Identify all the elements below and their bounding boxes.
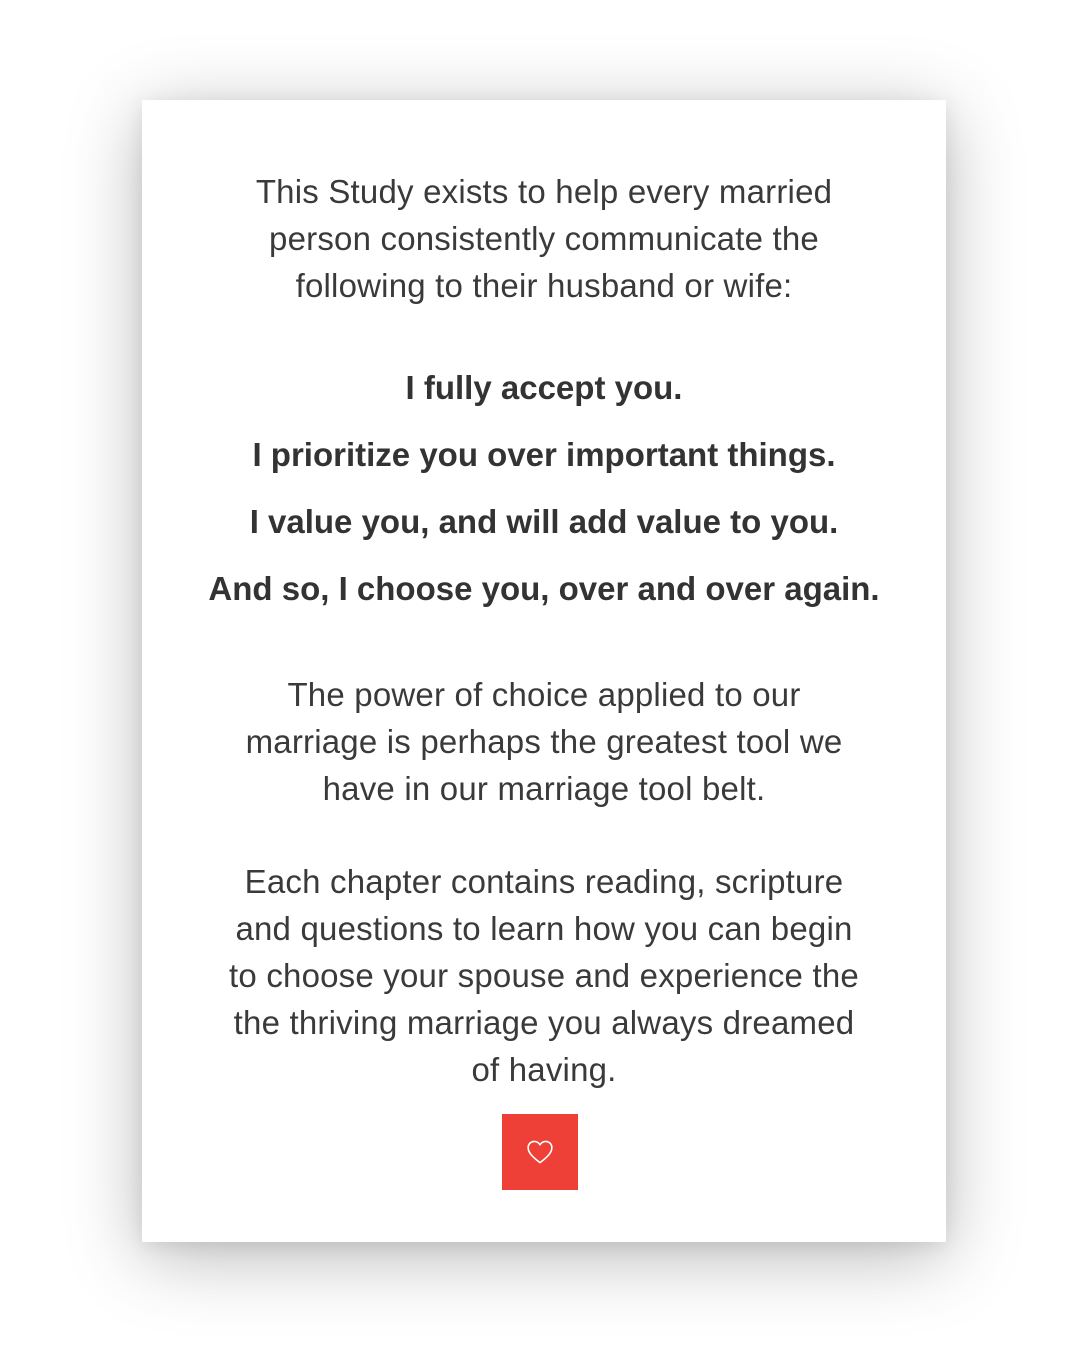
affirmation-prioritize: I prioritize you over important things. [252, 436, 836, 473]
chapters-line: Each chapter contains reading, scripture [244, 863, 844, 900]
intro-line: following to their husband or wife: [295, 267, 793, 304]
choice-paragraph [182, 671, 906, 812]
intro-line: person consistently communicate the [269, 220, 819, 257]
choice-line: have in our marriage tool belt. [322, 770, 766, 807]
chapters-paragraph [182, 858, 906, 1093]
affirmation-value: I value you, and will add value to you. [249, 503, 839, 540]
chapters-line: to choose your spouse and experience the [229, 957, 859, 994]
heart-outline-icon [525, 1137, 555, 1167]
intro-paragraph [182, 168, 906, 309]
affirmation-choose: And so, I choose you, over and over again. [208, 570, 880, 607]
choice-line: marriage is perhaps the greatest tool we [245, 723, 843, 760]
chapters-line: of having. [471, 1051, 617, 1088]
affirmation-accept: I fully accept you. [405, 369, 683, 406]
chapters-line: the thriving marriage you always dreamed [233, 1004, 855, 1041]
intro-line: This Study exists to help every married [255, 173, 833, 210]
chapters-line: and questions to learn how you can begin [235, 910, 853, 947]
choice-line: The power of choice applied to our [287, 676, 801, 713]
study-card [142, 100, 946, 1242]
heart-button[interactable] [502, 1114, 578, 1190]
